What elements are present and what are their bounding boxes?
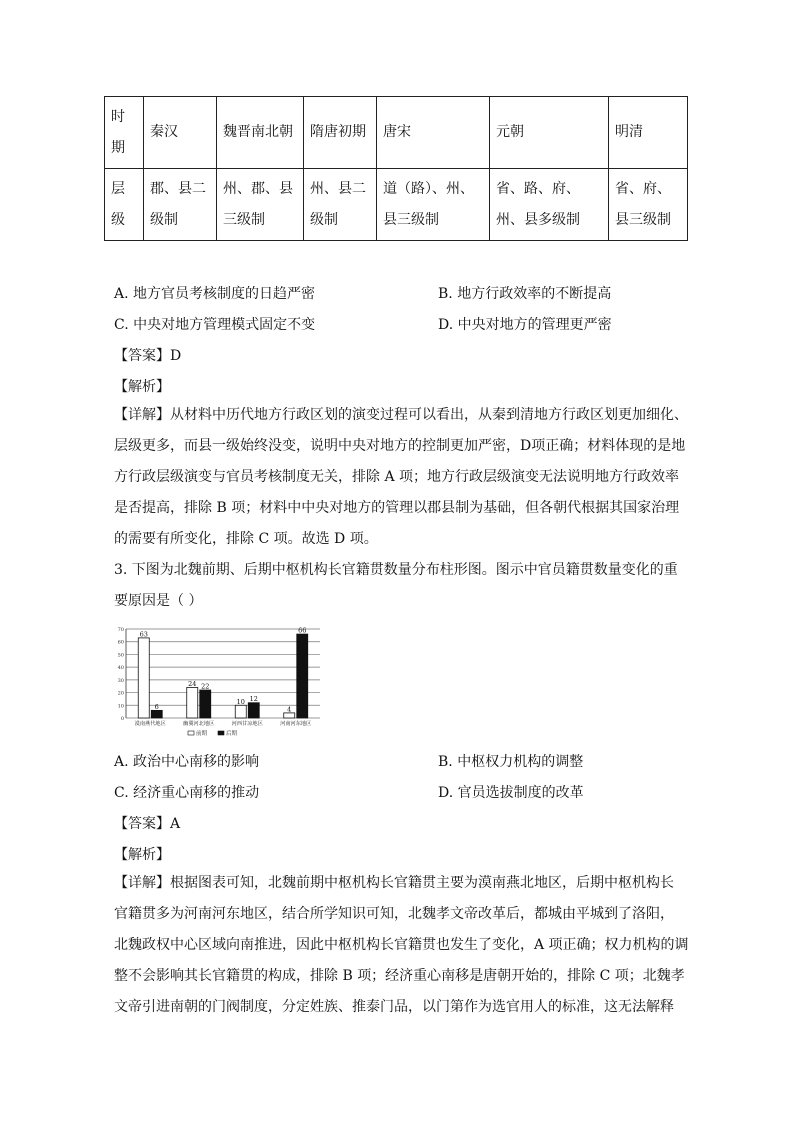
category-label: 漠南燕代地区 bbox=[134, 721, 166, 727]
bar-后期 bbox=[151, 710, 162, 718]
table-cell: 省、府、县三级制 bbox=[609, 169, 688, 241]
bar-前期 bbox=[284, 713, 295, 718]
q3-detail-line: 北魏政权中心区域向南推进，因此中枢机构长官籍贯也发生了变化，A 项正确；权力机构的调 bbox=[114, 937, 689, 953]
q2-option-a: A. 地方官员考核制度的日趋严密 bbox=[114, 286, 316, 302]
q3-stem-line: 要原因是（ ） bbox=[114, 593, 203, 609]
table-row bbox=[105, 169, 688, 241]
q3-option-a: A. 政治中心南移的影响 bbox=[114, 754, 260, 770]
table-header-cell: 唐宋 bbox=[377, 97, 490, 169]
q2-answer: 【答案】D bbox=[114, 348, 182, 364]
q3-detail-line: 【详解】根据图表可知，北魏前期中枢机构长官籍贯主要为漠南燕北地区，后期中枢机构长 bbox=[114, 875, 674, 891]
data-label: 12 bbox=[249, 695, 258, 704]
q2-detail bbox=[114, 400, 688, 555]
table-header-cell: 隋唐初期 bbox=[304, 97, 377, 169]
y-tick-label: 10 bbox=[117, 703, 124, 710]
q3-analysis-label: 【解析】 bbox=[114, 847, 170, 863]
official-origin-bar-chart bbox=[112, 623, 324, 743]
q3-detail-line: 整不会影响其长官籍贯的构成，排除 B 项；经济重心南移是唐朝开始的，排除 C 项；北魏孝 bbox=[114, 968, 685, 984]
q2-option-b: B. 地方行政效率的不断提高 bbox=[438, 286, 612, 302]
table-cell: 郡、县二级制 bbox=[144, 169, 217, 241]
legend-label: 前期 bbox=[196, 731, 208, 737]
y-tick-label: 0 bbox=[120, 716, 124, 722]
data-label: 63 bbox=[139, 630, 148, 639]
table-header-cell: 明清 bbox=[609, 97, 688, 169]
q3-stem bbox=[114, 555, 682, 617]
q3-detail-line: 官籍贯多为河南河东地区，结合所学知识可知，北魏孝文帝改革后，都城由平城到了洛阳， bbox=[114, 906, 674, 922]
data-label: 22 bbox=[201, 682, 210, 691]
data-label: 66 bbox=[298, 626, 307, 635]
y-tick-label: 70 bbox=[117, 627, 124, 633]
q2-analysis-label: 【解析】 bbox=[114, 379, 170, 395]
table-header-cell: 时期 bbox=[105, 97, 144, 169]
periods-table bbox=[104, 96, 688, 241]
bar-前期 bbox=[138, 638, 149, 718]
q2-detail-line: 的需要有所变化，排除 C 项。故选 D 项。 bbox=[114, 531, 378, 547]
y-tick-label: 50 bbox=[117, 652, 124, 659]
q3-option-c: C. 经济重心南移的推动 bbox=[114, 785, 260, 801]
category-label: 河南河东地区 bbox=[280, 721, 312, 727]
q3-detail-line: 文帝引进南朝的门阀制度，分定姓族、推泰门品，以门第作为选官用人的标准，这无法解释 bbox=[114, 999, 674, 1015]
bar-后期 bbox=[297, 634, 308, 718]
y-tick-label: 40 bbox=[117, 665, 124, 672]
category-label: 幽冀河北地区 bbox=[183, 721, 215, 727]
q3-option-d: D. 官员选拔制度的改革 bbox=[438, 785, 584, 801]
table-header-cell: 秦汉 bbox=[144, 97, 217, 169]
table-cell: 州、郡、县三级制 bbox=[217, 169, 304, 241]
table-cell: 州、县二级制 bbox=[304, 169, 377, 241]
q2-detail-line: 【详解】从材料中历代地方行政区划的演变过程可以看出，从秦到清地方行政区划更加细化、 bbox=[114, 407, 688, 423]
bar-前期 bbox=[187, 687, 198, 718]
q2-detail-line: 方行政层级演变与官员考核制度无关，排除 A 项；地方行政层级演变无法说明地方行政效率 bbox=[114, 469, 680, 485]
bar-后期 bbox=[248, 703, 259, 718]
q2-detail-line: 层级更多，而县一级始终没变，说明中央对地方的控制更加严密，D项正确；材料体现的是地 bbox=[114, 438, 686, 454]
q2-option-c: C. 中央对地方管理模式固定不变 bbox=[114, 317, 316, 333]
legend-swatch bbox=[218, 731, 224, 735]
data-label: 6 bbox=[154, 702, 159, 711]
data-label: 4 bbox=[287, 705, 292, 714]
table-cell: 道（路）、州、县三级制 bbox=[377, 169, 490, 241]
q2-option-d: D. 中央对地方的管理更严密 bbox=[438, 317, 612, 333]
y-tick-label: 30 bbox=[117, 677, 124, 684]
table-cell: 省、路、府、州、县多级制 bbox=[490, 169, 609, 241]
bar-后期 bbox=[200, 690, 211, 718]
q3-detail bbox=[114, 868, 689, 1023]
data-label: 10 bbox=[236, 697, 245, 706]
table-header-cell: 魏晋南北朝 bbox=[217, 97, 304, 169]
table-header-cell: 元朝 bbox=[490, 97, 609, 169]
data-label: 24 bbox=[188, 679, 197, 688]
y-tick-label: 60 bbox=[117, 639, 124, 646]
q3-answer: 【答案】A bbox=[114, 816, 181, 832]
bar-前期 bbox=[235, 705, 246, 718]
table-row-label: 层级 bbox=[105, 169, 144, 241]
category-label: 河西甘凉地区 bbox=[231, 721, 263, 727]
legend-label: 后期 bbox=[226, 731, 238, 737]
q3-stem-line: 3. 下图为北魏前期、后期中枢机构长官籍贯数量分布柱形图。图示中官员籍贯数量变化的重 bbox=[114, 562, 678, 578]
legend-swatch bbox=[188, 731, 194, 735]
q2-detail-line: 是否提高，排除 B 项；材料中中央对地方的管理以郡县制为基础，但各朝代根据其国家治理 bbox=[114, 500, 680, 516]
q3-option-b: B. 中枢权力机构的调整 bbox=[438, 754, 584, 770]
table-header-row bbox=[105, 97, 688, 169]
y-tick-label: 20 bbox=[117, 690, 124, 697]
